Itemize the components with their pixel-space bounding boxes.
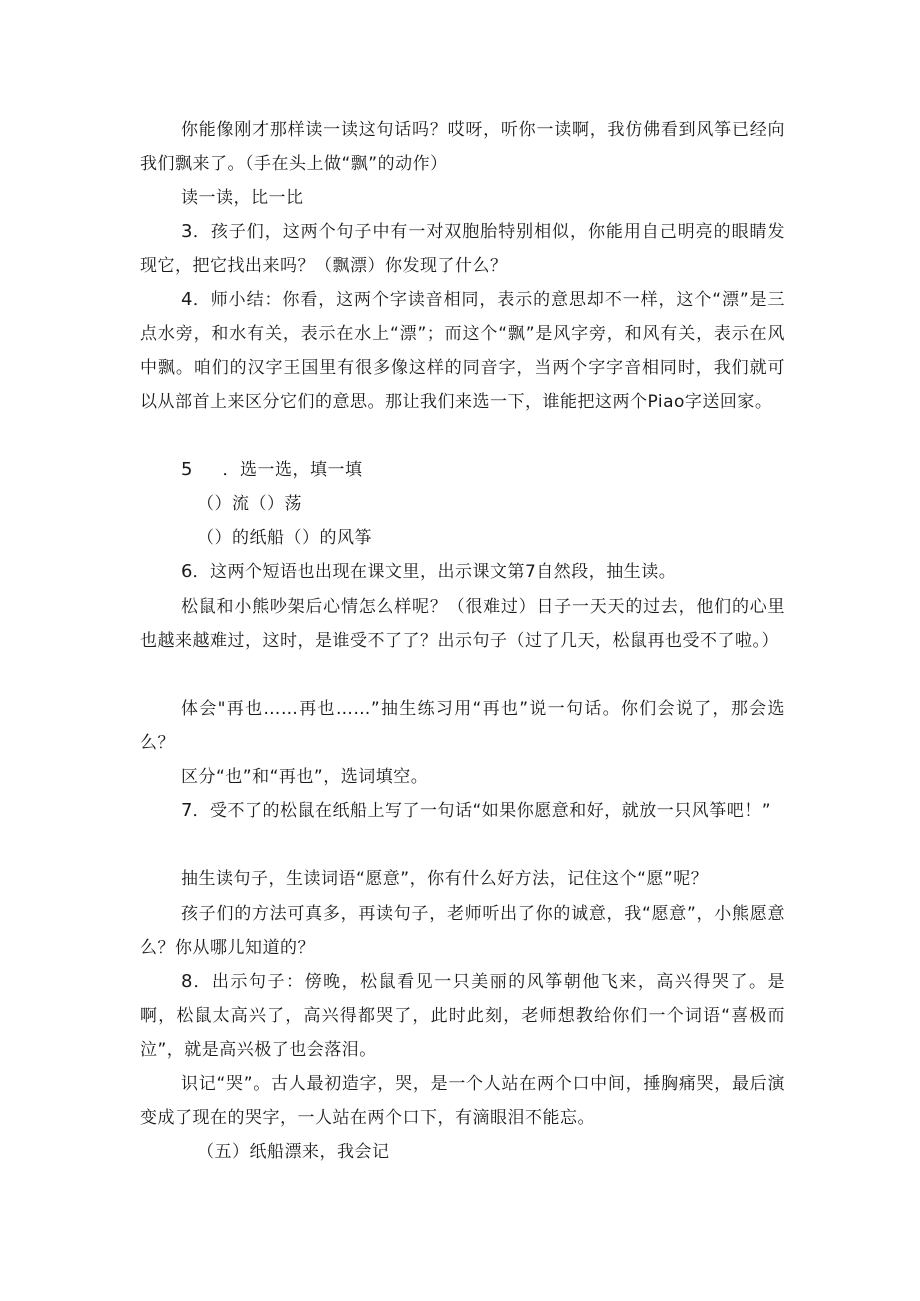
paragraph-item-8 [140, 965, 785, 1067]
item-text: ．孩子们，这两个句子中有一对双胞胎特别相似，你能用自己明亮的眼睛发现它，把它找出来吗？（飘漂）你发现了什么？ [140, 222, 785, 276]
paragraph-zaiye: 体会"再也……再也……”抽生练习用“再也”说一句话。你们会说了，那会选么？ [140, 699, 785, 753]
item-text: ．受不了的松鼠在纸船上写了一句话“如果你愿意和好，就放一只风筝吧！” [192, 801, 772, 821]
item-number: 4 [181, 289, 193, 310]
paragraph-read-compare: 读一读，比一比 [181, 188, 304, 208]
paragraph-distinguish: 区分“也”和“再也”，选词填空。 [181, 767, 429, 787]
item-number: 5 [181, 459, 193, 480]
fill-blank-line-2: （）的纸船（）的风筝 [197, 528, 372, 548]
paragraph-yuanyi: 抽生读句子，生读词语“愿意”，你有什么好方法，记住这个“愿”呢？ [181, 869, 709, 889]
item-number: 3 [181, 221, 193, 242]
item-text: ．这两个短语也出现在课文里，出示课文第7自然段，抽生读。 [192, 562, 677, 582]
item-number: 7 [181, 800, 193, 821]
paragraph-item-5 [140, 453, 785, 487]
paragraph-item-3 [140, 215, 785, 283]
item-text: ．师小结：你看，这两个字读音相同，表示的意思却不一样，这个“漂”是三点水旁，和水有关，表示在水上“漂”；而这个“飘”是风字旁，和风有关，表示在风中飘。咱们的汉字王国里有很多像这样的同音字，当两个字字音相同时，我们就可以从部首上来区分它们的意思。那让我们来选一下，谁能把这两个Piao字送回家。 [140, 290, 785, 412]
section-heading-5: （五）纸船漂来，我会记 [197, 1142, 390, 1162]
paragraph-methods: 孩子们的方法可真多，再读句子，老师听出了你的诚意，我“愿意”，小熊愿意么？你从哪儿知道的？ [140, 904, 785, 958]
item-text: ．出示句子：傍晚，松鼠看见一只美丽的风筝朝他飞来，高兴得哭了。是啊，松鼠太高兴了，高兴得都哭了，此时此刻，老师想教给你们一个词语“喜极而泣”，就是高兴极了也会落泪。 [140, 972, 785, 1060]
paragraph-ku: 识记“哭”。古人最初造字，哭，是一个人站在两个口中间，捶胸痛哭，最后演变成了现在的哭字，一人站在两个口下，有滴眼泪不能忘。 [140, 1074, 785, 1128]
paragraph-item-4 [140, 283, 785, 419]
paragraph-item-6 [140, 555, 785, 589]
item-number: 6 [181, 561, 193, 582]
paragraph-reading-sentence: 你能像刚才那样读一读这句话吗？哎呀，听你一读啊，我仿佛看到风筝已经向我们飘来了。（手在头上做“飘”的动作） [140, 120, 785, 174]
paragraph-item-7 [140, 794, 785, 828]
item-text: ．选一选，填一填 [222, 460, 363, 480]
fill-blank-line-1: （）流（）荡 [197, 494, 302, 514]
item-number: 8 [181, 971, 193, 992]
paragraph-squirrel-bear: 松鼠和小熊吵架后心情怎么样呢？（很难过）日子一天天的过去，他们的心里也越来越难过，这时，是谁受不了了？出示句子（过了几天，松鼠再也受不了啦。） [140, 597, 785, 651]
